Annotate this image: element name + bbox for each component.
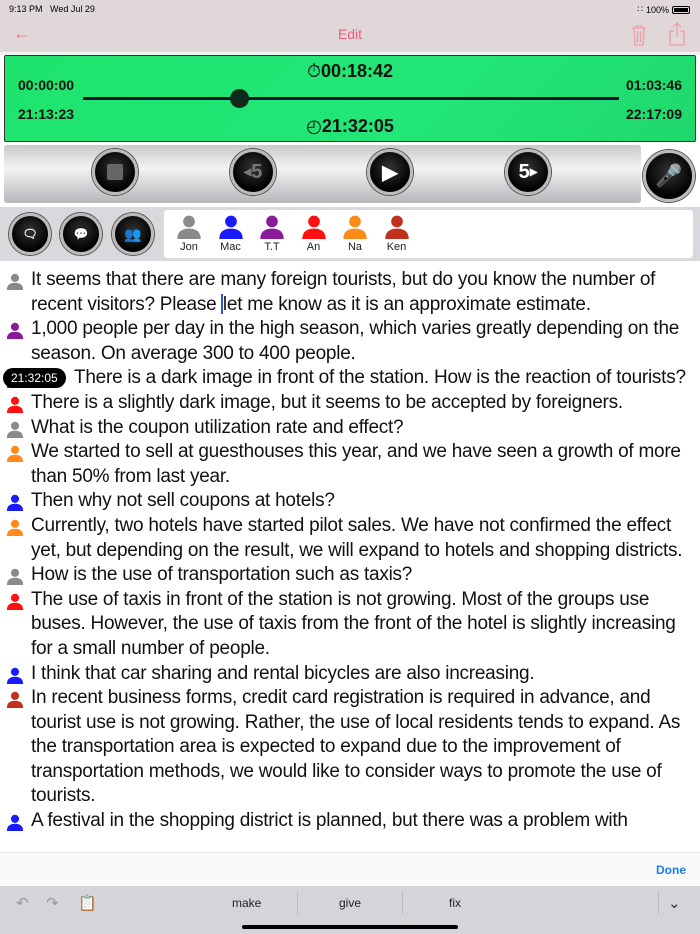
play-button[interactable] <box>367 149 413 195</box>
clock-time <box>205 116 495 137</box>
start-relative-time: 00:00:00 <box>18 77 75 93</box>
speaker-list <box>164 210 693 258</box>
suggestion-1[interactable]: make <box>232 896 262 910</box>
person-avatar-icon <box>299 213 329 239</box>
transcript-line[interactable] <box>0 588 700 662</box>
dismiss-keyboard-chevron-down-icon[interactable]: ⌄ <box>668 895 681 912</box>
speaker-bubble-button[interactable] <box>60 213 102 255</box>
rewind-5-button[interactable] <box>230 149 276 195</box>
transcript-line[interactable] <box>0 809 700 834</box>
line-text: A festival in the shopping district is planned, but there was a problem with <box>31 810 628 832</box>
microphone-icon: 🎤 <box>655 163 683 188</box>
person-avatar-icon <box>382 213 412 239</box>
line-text: 1,000 people per day in the high season, which varies greatly depending on the season. On average 300 to 400 people. <box>31 318 680 364</box>
speaker-tt[interactable] <box>257 213 287 253</box>
speaker-an[interactable] <box>299 213 329 253</box>
rewind-icon: ◀ <box>243 166 252 178</box>
page-title: Edit <box>337 26 363 42</box>
speaker-avatar-icon <box>6 420 24 438</box>
wifi-icon: ∷ <box>637 4 643 14</box>
transcript-line[interactable] <box>0 563 700 588</box>
clock-icon: ◴ <box>306 116 322 136</box>
speaker-avatar-icon <box>6 493 24 511</box>
speaker-avatar-icon <box>6 444 24 462</box>
status-time-date <box>9 4 95 14</box>
battery-icon <box>672 6 690 14</box>
transcript-line[interactable] <box>0 366 700 391</box>
transcript-line[interactable] <box>0 391 700 416</box>
paste-icon[interactable]: 📋 <box>78 895 97 912</box>
speaker-toolbar <box>0 207 700 261</box>
speaker-avatar-icon <box>6 567 24 585</box>
share-icon[interactable] <box>668 22 686 46</box>
line-text: What is the coupon utilization rate and effect? <box>31 416 404 438</box>
suggestion-3[interactable]: fix <box>449 896 461 910</box>
speaker-name: Na <box>347 241 363 253</box>
transcript-line[interactable] <box>0 489 700 514</box>
person-avatar-icon <box>340 213 370 239</box>
speech-people-icon: 💬 <box>73 227 89 241</box>
speaker-name: Ken <box>386 241 407 253</box>
line-text: It seems that there are many foreign tourists, but do you know the number of recent visitors? Please <box>31 269 656 315</box>
redo-icon[interactable]: ↷ <box>46 895 59 912</box>
start-clock-time: 21:13:23 <box>18 106 75 122</box>
divider <box>297 892 298 914</box>
status-bar <box>0 0 700 18</box>
end-clock-time: 22:17:09 <box>625 106 682 122</box>
line-text: We started to sell at guesthouses this year, and we have seen a growth of more than 50% from last year. <box>31 441 681 487</box>
line-text: In recent business forms, credit card registration is required in advance, and tourist use is not growing. Rather, the use of local residents tends to expand. As the transportation area is expected to expand due to the improvement of transportation methods, we would like to consider ways to promote the use of tourists. <box>31 687 681 807</box>
person-avatar-icon <box>216 213 246 239</box>
status-time: 9:13 PM <box>9 4 43 14</box>
trash-icon[interactable] <box>630 24 648 46</box>
elapsed-value: 00:18:42 <box>320 61 394 81</box>
speaker-avatar-icon <box>6 592 24 610</box>
rewind-label: 5 <box>251 160 263 183</box>
forward-5-button[interactable] <box>505 149 551 195</box>
transcript-line[interactable] <box>0 268 700 317</box>
home-indicator <box>242 925 458 929</box>
speech-timestamp-icon: 🗨 <box>22 227 38 241</box>
end-relative-time: 01:03:46 <box>625 77 682 93</box>
stop-button[interactable] <box>92 149 138 195</box>
transcript-line[interactable] <box>0 416 700 441</box>
transcript-line[interactable] <box>0 662 700 687</box>
speaker-ken[interactable] <box>382 213 412 253</box>
record-mic-button[interactable] <box>643 150 695 202</box>
line-text: There is a dark image in front of the station. How is the reaction of tourists? <box>74 367 686 389</box>
speaker-na[interactable] <box>340 213 370 253</box>
undo-icon[interactable]: ↶ <box>16 895 29 912</box>
forward-icon: ▶ <box>529 166 538 178</box>
keyboard-accessory-bar <box>0 852 700 886</box>
speaker-avatar-icon <box>6 272 24 290</box>
playback-panel <box>4 55 696 142</box>
suggestion-2[interactable]: give <box>339 896 362 910</box>
person-avatar-icon <box>174 213 204 239</box>
speaker-avatar-icon <box>6 690 24 708</box>
speaker-name: An <box>306 241 321 253</box>
forward-label: 5 <box>518 160 530 183</box>
transcript-line[interactable] <box>0 440 700 489</box>
speaker-name: Jon <box>180 241 198 253</box>
seek-slider[interactable] <box>83 97 619 100</box>
transcript-line[interactable] <box>0 514 700 563</box>
divider <box>658 892 659 914</box>
line-text: Then why not sell coupons at hotels? <box>31 490 335 512</box>
timestamp-bubble-button[interactable] <box>9 213 51 255</box>
done-button[interactable]: Done <box>656 863 686 877</box>
elapsed-time <box>205 61 495 82</box>
navigation-bar <box>0 18 700 52</box>
back-button[interactable]: ← <box>13 23 31 43</box>
battery-percent: 100% <box>645 4 669 15</box>
group-button[interactable] <box>112 213 154 255</box>
divider <box>402 892 403 914</box>
clock-value: 21:32:05 <box>321 116 394 136</box>
status-date: Wed Jul 29 <box>50 4 95 14</box>
speaker-name: T.T <box>264 241 280 253</box>
transcript-line[interactable] <box>0 317 700 366</box>
person-avatar-icon <box>257 213 287 239</box>
speaker-mac[interactable] <box>216 213 246 253</box>
speaker-avatar-icon <box>6 321 24 339</box>
line-text: let me know as it is an approximate estimate. <box>222 293 591 315</box>
status-right <box>637 4 690 15</box>
speaker-avatar-icon <box>6 813 24 831</box>
speaker-avatar-icon <box>6 395 24 413</box>
line-text: I think that car sharing and rental bicycles are also increasing. <box>31 662 535 684</box>
line-text: The use of taxis in front of the station is not growing. Most of the groups use buses. However, the use of taxis from the front of the hotel is slightly increasing for a small number of people. <box>31 588 676 659</box>
speaker-name: Mac <box>220 241 241 253</box>
play-icon: ▶ <box>382 161 398 184</box>
line-text: Currently, two hotels have started pilot sales. We have not confirmed the effect yet, but depending on the result, we will expand to hotels and shopping districts. <box>31 514 683 561</box>
stopwatch-icon: ⏱ <box>306 61 321 81</box>
line-text: How is the use of transportation such as taxis? <box>31 564 413 586</box>
group-icon: 👥 <box>124 225 142 242</box>
speaker-avatar-icon <box>6 518 24 536</box>
transcript-line[interactable] <box>0 686 700 809</box>
speaker-avatar-icon <box>6 666 24 684</box>
transcript-editor[interactable] <box>0 268 700 852</box>
stop-icon <box>107 164 123 180</box>
playback-controls <box>4 145 641 203</box>
timestamp-bubble: 21:32:05 <box>3 368 66 388</box>
seek-slider-thumb[interactable] <box>230 89 249 108</box>
speaker-jon[interactable] <box>174 213 204 253</box>
line-text: There is a slightly dark image, but it seems to be accepted by foreigners. <box>31 391 623 413</box>
